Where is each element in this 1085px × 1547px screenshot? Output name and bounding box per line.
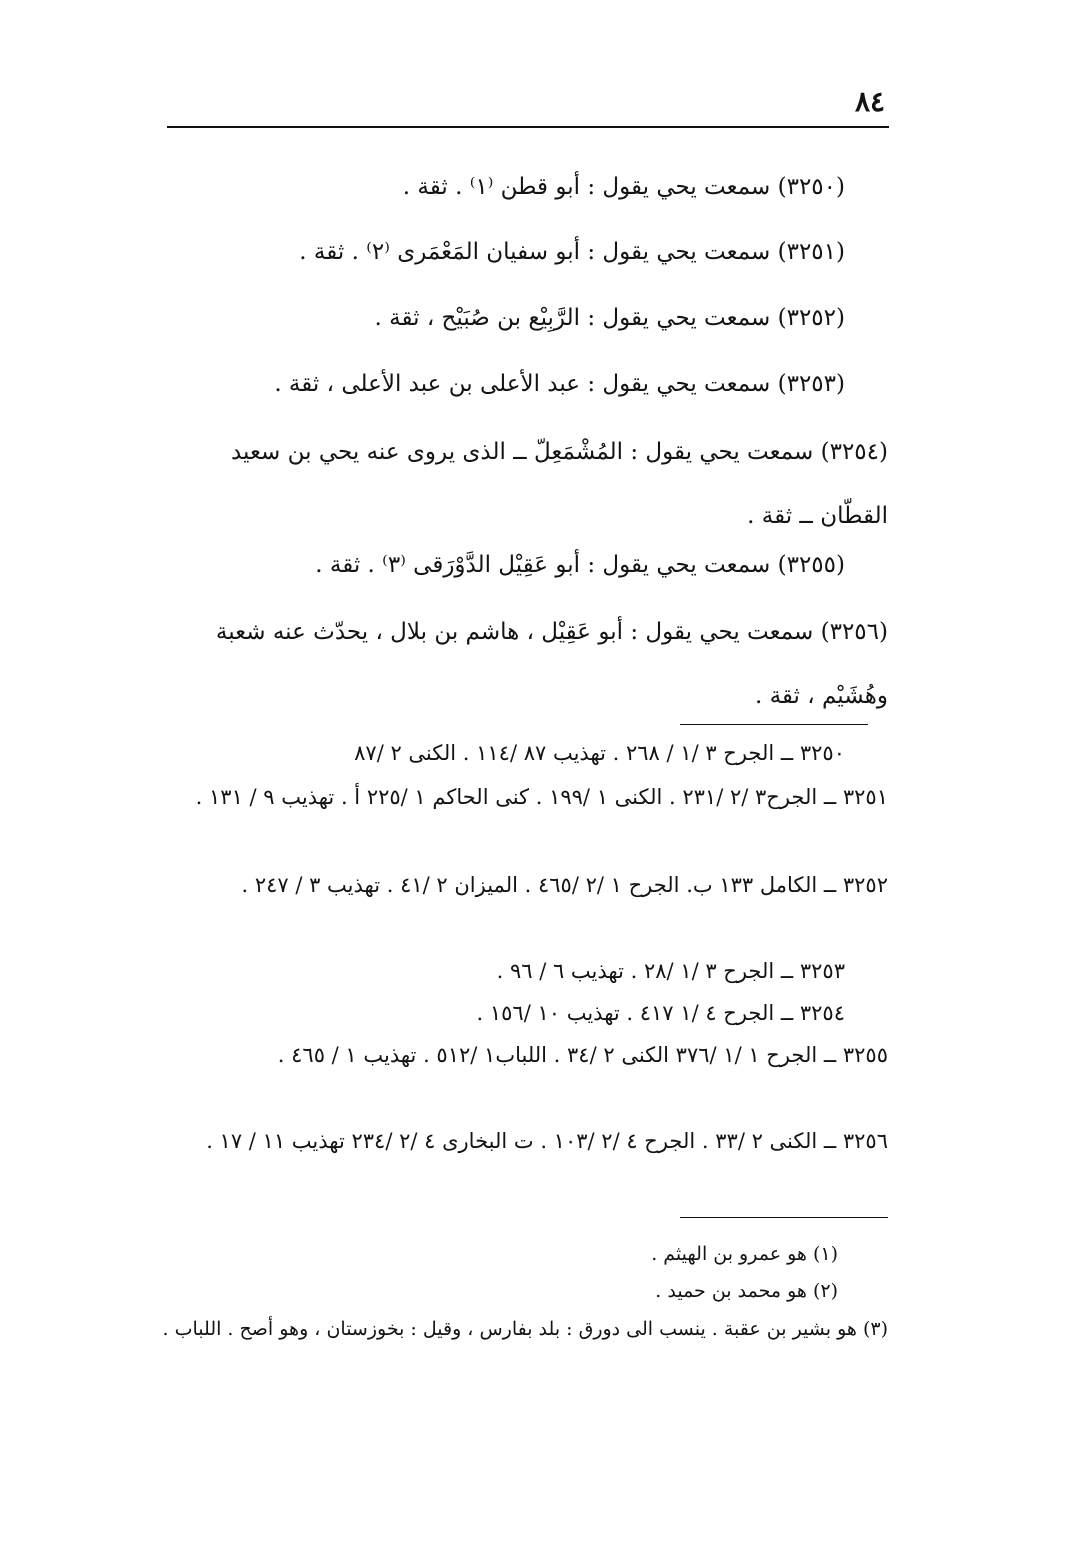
entry-3250: (٣٢٥٠) سمعت يحي يقول : أبو قطن ⁽١⁾ . ثقة . (402, 174, 845, 200)
reference-3255: ٣٢٥٥ ــ الجرح ١ /١ /٣٧٦ الكنى ٢ /٣٤ . اللباب١ /٥١٢ . تهذيب ١ / ٤٦٥ . (277, 1043, 888, 1067)
footnotes-rule (680, 1217, 888, 1218)
reference-3252: ٣٢٥٢ ــ الكامل ١٣٣ ب. الجرح ١ /٢ /٤٦٥ . الميزان ٢ /٤١ . تهذيب ٣ / ٢٤٧ . (241, 873, 888, 897)
entry-3256: (٣٢٥٦) سمعت يحي يقول : أبو عَقِيْل ، هاشم بن بلال ، يحدّث عنه شعبة وهُشَيْم ، ثقة . (215, 619, 888, 709)
reference-3256: ٣٢٥٦ ــ الكنى ٢ /٣٣ . الجرح ٤ /٢ /١٠٣ . ت البخارى ٤ /٢ /٢٣٤ تهذيب ١١ / ١٧ . (206, 1129, 888, 1153)
entry-3252: (٣٢٥٢) سمعت يحي يقول : الرَّبِيْع بن صُبَيْح ، ثقة . (374, 305, 845, 331)
reference-3250: ٣٢٥٠ ــ الجرح ٣ /١ / ٢٦٨ . تهذيب ٨٧ /١١٤ . الكنى ٢ /٨٧ (354, 741, 845, 765)
reference-3254: ٣٢٥٤ ــ الجرح ٤ /١ ٤١٧ . تهذيب ١٠ /١٥٦ . (476, 1001, 845, 1025)
page-number: ٨٤ (855, 85, 886, 118)
entry-3253: (٣٢٥٣) سمعت يحي يقول : عبد الأعلى بن عبد الأعلى ، ثقة . (274, 371, 845, 397)
entry-3255: (٣٢٥٥) سمعت يحي يقول : أبو عَقِيْل الدَّوْرَقى ⁽٣⁾ . ثقة . (315, 552, 845, 578)
reference-3251: ٣٢٥١ ــ الجرح٣ /٢ /٢٣١ . الكنى ١ /١٩٩ . كنى الحاكم ١ /٢٢٥ أ . تهذيب ٩ / ١٣١ . (195, 785, 888, 809)
references-rule (680, 724, 868, 725)
footnote-2: (٢) هو محمد بن حميد . (655, 1280, 838, 1302)
footnote-1: (١) هو عمرو بن الهيثم . (651, 1243, 838, 1265)
footnote-3: (٣) هو بشير بن عقبة . ينسب الى دورق : بلد بفارس ، وقيل : بخوزستان ، وهو أصح . اللباب . (162, 1318, 888, 1340)
entry-3251: (٣٢٥١) سمعت يحي يقول : أبو سفيان المَعْمَرى ⁽٢⁾ . ثقة . (299, 239, 845, 265)
reference-3253: ٣٢٥٣ ــ الجرح ٣ /١ /٢٨ . تهذيب ٦ / ٩٦ . (496, 959, 845, 983)
entry-3254: (٣٢٥٤) سمعت يحي يقول : المُشْمَعِلّ ــ الذى يروى عنه يحي بن سعيد القطّان ــ ثقة . (230, 439, 888, 529)
header-rule (167, 126, 889, 128)
